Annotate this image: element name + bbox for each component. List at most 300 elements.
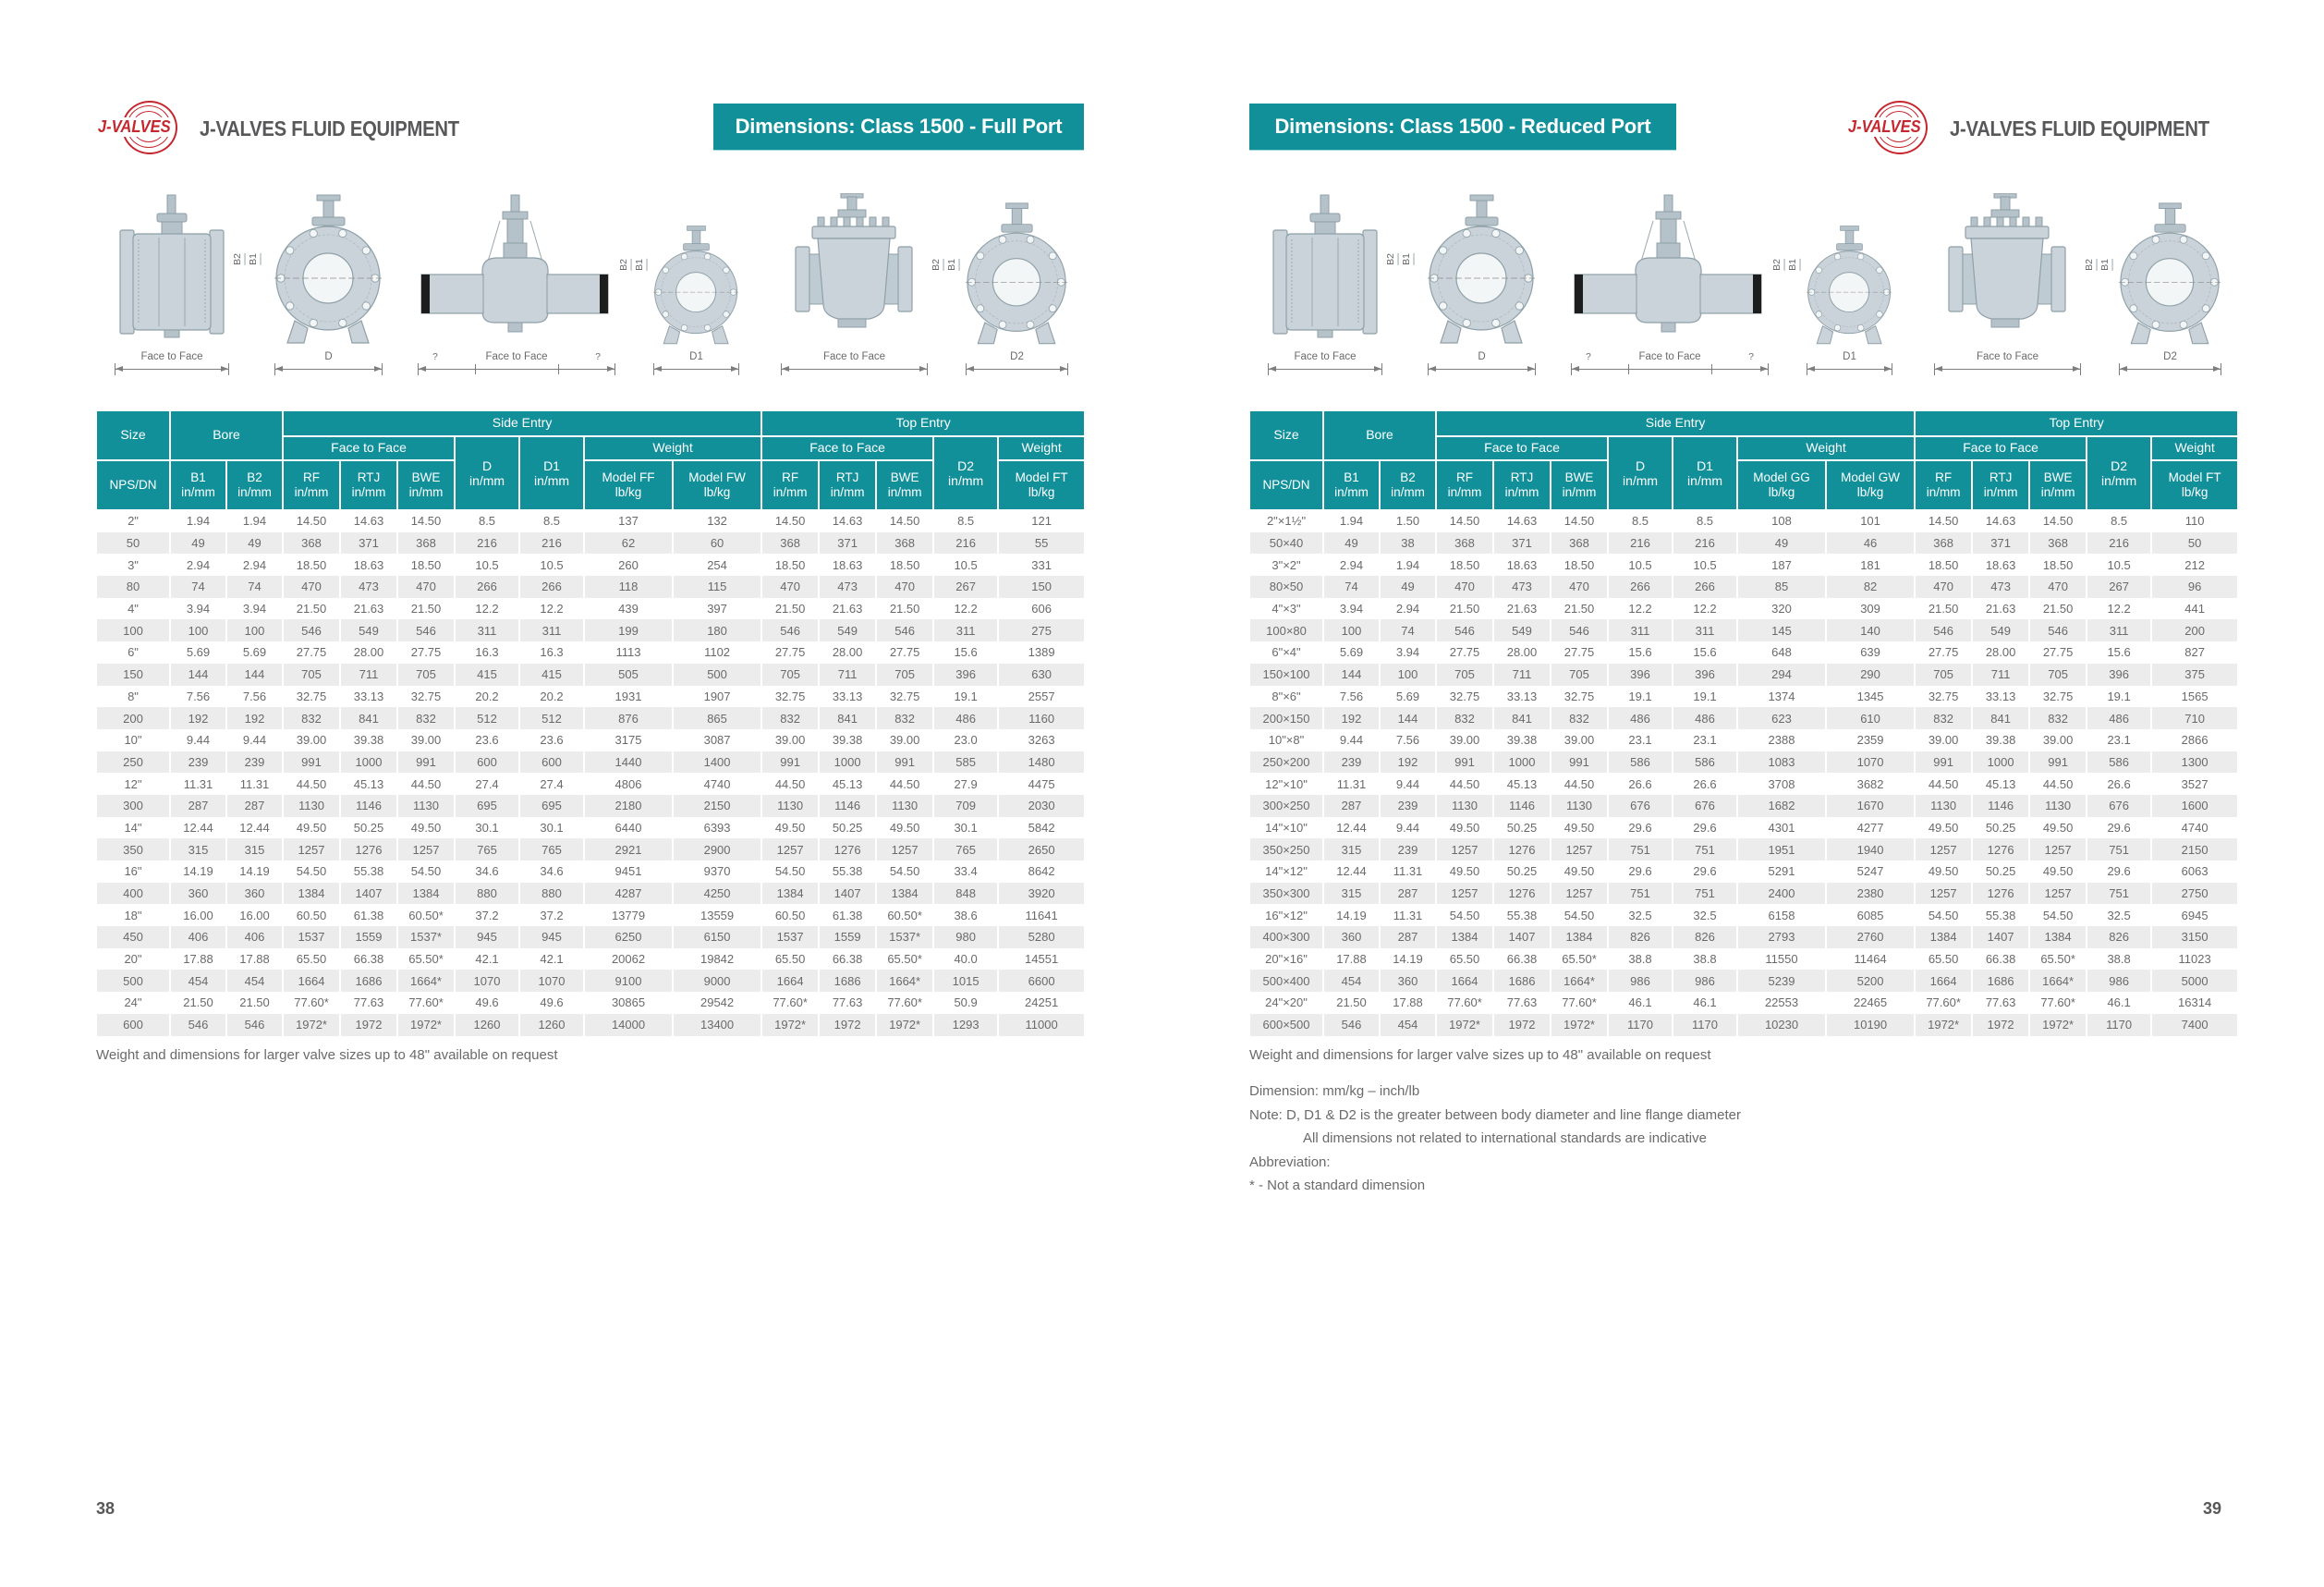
dimension-arrow [966,365,1068,373]
table-cell: 705 [283,664,340,686]
table-cell: 486 [933,707,998,729]
table-cell: 751 [1673,838,1737,861]
table-cell: 1972* [397,1014,455,1036]
table-cell: 1260 [455,1014,519,1036]
table-cell: 1931 [584,686,673,708]
table-cell: 600 [96,1014,170,1036]
table-cell: 1537 [761,926,819,948]
table-cell: 250×200 [1249,751,1323,774]
table-row [1249,904,2238,926]
table-cell: 10.5 [1673,554,1737,576]
table-cell: 12.2 [455,598,519,620]
col-header-side-entry: Side Entry [283,410,761,436]
table-cell: 5000 [2151,970,2238,992]
table-row [1249,510,2238,532]
table-cell: 77.63 [1972,992,2029,1014]
table-cell: 1384 [2029,926,2087,948]
col-header-size: Size [1249,410,1323,460]
table-cell: 585 [933,751,998,774]
note-asterisk: * - Not a standard dimension [1249,1178,1426,1193]
col-header-rf: RF in/mm [1436,460,1493,510]
table-cell: 2760 [1826,926,1915,948]
table-cell: 751 [1673,883,1737,905]
table-cell: 1384 [283,883,340,905]
col-header-rf: RF in/mm [283,460,340,510]
table-cell: 751 [2087,838,2151,861]
bore-dim-labels: B2 B1 [931,259,959,271]
table-cell: 486 [2087,707,2151,729]
table-cell: 44.50 [1436,773,1493,795]
table-cell: 826 [2087,926,2151,948]
table-cell: 945 [519,926,584,948]
table-cell: 5.69 [1323,641,1380,664]
table-cell: 1276 [1972,838,2029,861]
table-row [96,576,1085,598]
table-cell: 45.13 [1972,773,2029,795]
table-cell: 1384 [876,883,933,905]
table-cell: 100 [1380,664,1436,686]
col-header-face-to-face: Face to Face [761,436,933,460]
col-header-b1: B1 in/mm [1323,460,1380,510]
table-cell: 1257 [283,838,340,861]
table-cell: 21.50 [1915,598,1972,620]
table-cell: 368 [876,532,933,555]
table-cell: 1146 [819,795,876,817]
table-cell: 439 [584,598,673,620]
table-cell: 19.1 [933,686,998,708]
table-cell: 181 [1826,554,1915,576]
table-cell: 12" [96,773,170,795]
table-cell: 46.1 [1673,992,1737,1014]
table-cell: 21.50 [1436,598,1493,620]
col-header-weight: Weight [2151,436,2238,460]
table-row [96,664,1085,686]
table-cell: 1070 [519,970,584,992]
table-cell: 512 [519,707,584,729]
table-cell: 1300 [2151,751,2238,774]
table-cell: 8" [96,686,170,708]
table-cell: 7400 [2151,1014,2238,1036]
brand-name: J-VALVES FLUID EQUIPMENT [200,116,459,140]
table-cell: 44.50 [397,773,455,795]
table-cell: 695 [519,795,584,817]
table-cell: 368 [397,532,455,555]
table-cell: 705 [876,664,933,686]
table-cell: 1972* [876,1014,933,1036]
table-cell: 400 [96,883,170,905]
drawing-front-view-d1 [1807,225,1892,373]
table-cell: 1972 [340,1014,397,1036]
table-cell: 470 [876,576,933,598]
table-cell: 1951 [1737,838,1826,861]
table-cell: 11.31 [1380,904,1436,926]
table-cell: 415 [455,664,519,686]
table-cell: 500×400 [1249,970,1323,992]
table-cell: 199 [584,619,673,641]
table-cell: 986 [1608,970,1673,992]
table-cell: 1537* [397,926,455,948]
table-cell: 3" [96,554,170,576]
table-cell: 1130 [397,795,455,817]
table-cell: 586 [1608,751,1673,774]
table-cell: 1276 [1493,883,1551,905]
table-cell: 49 [1323,532,1380,555]
table-cell: 5.69 [170,641,226,664]
table-cell: 8642 [998,861,1085,883]
table-cell: 3150 [2151,926,2238,948]
note-diameter: Note: D, D1 & D2 is the greater between body diameter and line flange diameter [1249,1106,1741,1123]
table-cell: 118 [584,576,673,598]
table-cell: 12.44 [1323,817,1380,839]
table-cell: 832 [2029,707,2087,729]
table-cell: 200×150 [1249,707,1323,729]
table-cell: 21.63 [340,598,397,620]
table-cell: 21.63 [1972,598,2029,620]
table-cell: 709 [933,795,998,817]
drawing-top-entry [781,193,928,373]
table-cell: 765 [933,838,998,861]
table-cell: 9451 [584,861,673,883]
table-cell: 1972* [2029,1014,2087,1036]
table-cell: 546 [761,619,819,641]
valve-front-view-icon [653,225,739,347]
table-cell: 486 [1673,707,1737,729]
table-cell: 140 [1826,619,1915,641]
table-row [96,707,1085,729]
table-cell: 2557 [998,686,1085,708]
table-cell: 12.44 [170,817,226,839]
col-header-bwe: BWE in/mm [2029,460,2087,510]
table-cell: 65.50* [876,948,933,971]
table-cell: 39.38 [1493,729,1551,751]
table-cell: 14.63 [1493,510,1551,532]
table-cell: 3708 [1737,773,1826,795]
table-cell: 606 [998,598,1085,620]
table-cell: 101 [1826,510,1915,532]
table-cell: 150×100 [1249,664,1323,686]
col-header-model-gw: Model GW lb/kg [1826,460,1915,510]
table-cell: 32.75 [1551,686,1608,708]
table-cell: 3.94 [1323,598,1380,620]
table-cell: 44.50 [876,773,933,795]
table-cell: 20.2 [455,686,519,708]
table-cell: 1257 [397,838,455,861]
table-cell: 1384 [397,883,455,905]
table-cell: 600×500 [1249,1014,1323,1036]
table-cell: 192 [170,707,226,729]
table-cell: 19.1 [1608,686,1673,708]
table-cell: 350 [96,838,170,861]
table-cell: 12.2 [933,598,998,620]
table-cell: 705 [1436,664,1493,686]
table-row [1249,576,2238,598]
table-cell: 44.50 [1915,773,1972,795]
table-cell: 600 [519,751,584,774]
col-header-d1: D1 in/mm [1673,436,1737,510]
table-cell: 876 [584,707,673,729]
table-cell: 1000 [819,751,876,774]
table-cell: 371 [819,532,876,555]
table-cell: 2030 [998,795,1085,817]
table-cell: 311 [2087,619,2151,641]
table-row [1249,883,2238,905]
table-cell: 546 [397,619,455,641]
table-cell: 991 [2029,751,2087,774]
table-cell: 30.1 [519,817,584,839]
table-cell: 470 [1551,576,1608,598]
table-cell: 49 [170,532,226,555]
table-cell: 32.75 [397,686,455,708]
table-cell: 470 [1436,576,1493,598]
table-cell: 546 [1323,1014,1380,1036]
table-cell: 473 [819,576,876,598]
table-cell: 8.5 [1608,510,1673,532]
table-cell: 37.2 [519,904,584,926]
table-cell: 350×300 [1249,883,1323,905]
table-cell: 32.75 [283,686,340,708]
table-cell: 1170 [2087,1014,2151,1036]
table-cell: 470 [2029,576,2087,598]
table-cell: 55.38 [1972,904,2029,926]
table-cell: 20.2 [519,686,584,708]
col-header-model-ft: Model FT lb/kg [998,460,1085,510]
table-cell: 11.31 [226,773,283,795]
col-header-bore: Bore [1323,410,1436,460]
table-cell: 49 [226,532,283,555]
table-cell: 500 [673,664,761,686]
table-cell: 1257 [1436,838,1493,861]
table-cell: 7.56 [226,686,283,708]
table-row [1249,532,2238,555]
table-cell: 1537 [283,926,340,948]
table-cell: 60 [673,532,761,555]
table-cell: 311 [1608,619,1673,641]
table-cell: 1260 [519,1014,584,1036]
table-cell: 12"×10" [1249,773,1323,795]
table-cell: 1.50 [1380,510,1436,532]
table-cell: 12.2 [519,598,584,620]
table-cell: 7.56 [170,686,226,708]
table-row [96,948,1085,971]
table-cell: 14.19 [1323,904,1380,926]
table-cell: 18.50 [1915,554,1972,576]
table-cell: 311 [519,619,584,641]
table-cell: 11.31 [1323,773,1380,795]
table-cell: 368 [761,532,819,555]
table-cell: 187 [1737,554,1826,576]
dimension-arrow [1571,365,1769,373]
table-cell: 10.5 [1608,554,1673,576]
table-cell: 18.50 [761,554,819,576]
table-cell: 250 [96,751,170,774]
col-header-b2: B2 in/mm [1380,460,1436,510]
table-cell: 2359 [1826,729,1915,751]
table-cell: 55.38 [1493,904,1551,926]
table-cell: 39.00 [283,729,340,751]
table-cell: 1146 [340,795,397,817]
table-cell: 3920 [998,883,1085,905]
table-cell: 266 [1608,576,1673,598]
table-cell: 266 [519,576,584,598]
table-cell: 29.6 [1608,817,1673,839]
table-cell: 55.38 [340,861,397,883]
table-cell: 18.50 [2029,554,2087,576]
table-cell: 4277 [1826,817,1915,839]
table-cell: 300×250 [1249,795,1323,817]
table-cell: 21.50 [876,598,933,620]
table-cell: 17.88 [170,948,226,971]
table-cell: 1664 [283,970,340,992]
table-cell: 144 [226,664,283,686]
col-header-rf: RF in/mm [1915,460,1972,510]
col-header-d2: D2 in/mm [933,436,998,510]
table-cell: 26.6 [2087,773,2151,795]
table-cell: 6150 [673,926,761,948]
dimensions-table-reduced-port [1249,410,2238,1036]
table-cell: 61.38 [340,904,397,926]
table-cell: 1972* [1915,1014,1972,1036]
table-cell: 32.5 [2087,904,2151,926]
table-cell: 470 [397,576,455,598]
table-cell: 10.5 [455,554,519,576]
table-cell: 50×40 [1249,532,1323,555]
table-cell: 832 [1436,707,1493,729]
table-cell: 751 [1608,838,1673,861]
table-cell: 1407 [1972,926,2029,948]
col-header-top-entry: Top Entry [761,410,1085,436]
valve-top-entry-icon [1934,193,2081,347]
table-cell: 49.50 [1436,817,1493,839]
table-cell: 1.94 [170,510,226,532]
table-cell: 676 [1608,795,1673,817]
table-cell: 1130 [876,795,933,817]
table-cell: 441 [2151,598,2238,620]
table-cell: 880 [519,883,584,905]
table-cell: 21.63 [819,598,876,620]
col-header-rf: RF in/mm [761,460,819,510]
table-cell: 46.1 [1608,992,1673,1014]
table-cell: 1113 [584,641,673,664]
table-cell: 13400 [673,1014,761,1036]
table-cell: 711 [1972,664,2029,686]
table-cell: 49.50 [1551,817,1608,839]
table-cell: 216 [933,532,998,555]
table-cell: 986 [2087,970,2151,992]
note-dimension-units: Dimension: mm/kg – inch/lb [1249,1083,1420,1099]
table-cell: 1664* [2029,970,2087,992]
table-cell: 2" [96,510,170,532]
table-cell: 991 [876,751,933,774]
table-cell: 144 [1380,707,1436,729]
table-cell: 473 [1493,576,1551,598]
table-cell: 2.94 [1323,554,1380,576]
drawing-side-entry-flanged [115,193,229,373]
table-cell: 16" [96,861,170,883]
bore-dim-labels: B2 B1 [619,259,647,271]
table-cell: 1276 [819,838,876,861]
table-cell: 311 [455,619,519,641]
table-cell: 39.00 [1436,729,1493,751]
table-cell: 6440 [584,817,673,839]
table-cell: 368 [283,532,340,555]
table-cell: 42.1 [519,948,584,971]
table-cell: 10"×8" [1249,729,1323,751]
col-header-b2: B2 in/mm [226,460,283,510]
table-cell: 21.50 [761,598,819,620]
table-cell: 1972 [1972,1014,2029,1036]
table-cell: 1389 [998,641,1085,664]
table-cell: 4740 [2151,817,2238,839]
table-cell: 66.38 [819,948,876,971]
table-cell: 945 [455,926,519,948]
valve-front-view-icon [274,193,383,347]
table-cell: 287 [170,795,226,817]
table-cell: 610 [1826,707,1915,729]
table-cell: 1972* [283,1014,340,1036]
dimension-arrow [1428,365,1536,373]
table-cell: 85 [1737,576,1826,598]
table-cell: 16.3 [455,641,519,664]
table-cell: 1130 [283,795,340,817]
table-cell: 1083 [1737,751,1826,774]
table-cell: 9.44 [1323,729,1380,751]
valve-side-view-icon [115,193,229,347]
table-row [1249,619,2238,641]
table-cell: 765 [519,838,584,861]
table-cell: 19.1 [1673,686,1737,708]
table-row [96,751,1085,774]
table-cell: 16314 [2151,992,2238,1014]
table-cell: 74 [226,576,283,598]
dimension-caption: D [1428,351,1536,373]
table-cell: 39.00 [397,729,455,751]
col-header-d1: D1 in/mm [519,436,584,510]
table-cell: 54.50 [1436,904,1493,926]
table-cell: 705 [1915,664,1972,686]
table-cell: 239 [226,751,283,774]
table-cell: 1972* [1551,1014,1608,1036]
table-cell: 29.6 [2087,817,2151,839]
col-header-size: Size [96,410,170,460]
table-cell: 26.6 [1608,773,1673,795]
table-cell: 27.75 [1915,641,1972,664]
table-cell: 2793 [1737,926,1826,948]
table-row [1249,817,2238,839]
table-cell: 711 [1493,664,1551,686]
table-cell: 765 [455,838,519,861]
table-cell: 16.3 [519,641,584,664]
table-cell: 9.44 [1380,773,1436,795]
table-cell: 18.50 [1436,554,1493,576]
table-cell: 396 [2087,664,2151,686]
table-cell: 549 [819,619,876,641]
logo-text: J-VALVES [1847,117,1921,136]
table-cell: 986 [1673,970,1737,992]
table-cell: 4301 [1737,817,1826,839]
table-cell: 27.75 [1551,641,1608,664]
table-cell: 21.50 [2029,598,2087,620]
table-cell: 3"×2" [1249,554,1323,576]
table-cell: 1972 [1493,1014,1551,1036]
table-cell: 33.13 [819,686,876,708]
table-cell: 16"×12" [1249,904,1323,926]
table-cell: 10230 [1737,1014,1826,1036]
table-cell: 1686 [819,970,876,992]
table-cell: 33.13 [1493,686,1551,708]
table-cell: 38.8 [2087,948,2151,971]
table-cell: 315 [1323,883,1380,905]
table-cell: 39.00 [876,729,933,751]
